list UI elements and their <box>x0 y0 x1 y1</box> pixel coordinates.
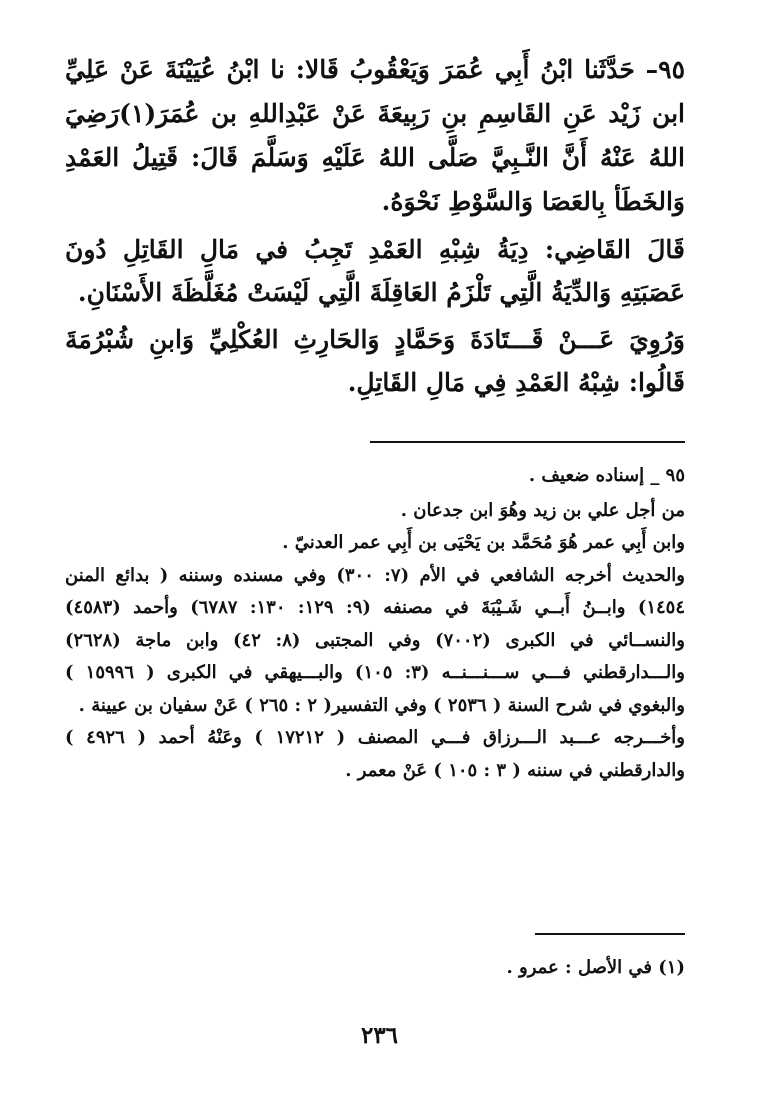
notes-divider <box>370 441 685 443</box>
notes-paragraph: وأخـــرجه عـــبد الـــرزاق فـــي المصنف ( ١٧٢١٢ ) وعَنْهُ أحمد ( ٤٩٢٦ ) والدارقطني في سننه ( ٣ : ١٠٥ ) عَنْ معمر . <box>65 727 685 781</box>
qadi-commentary: قَالَ القَاضِي: دِيَةُ شِبْهِ العَمْدِ تَجِبُ في مَالِ القَاتِلِ دُونَ عَصَبَتِهِ وَالدِّيَةُ الَّتِي تَلْزَمُ العَاقِلَةَ الَّتِي لَيْسَتْ مُغَلَّظَةَ الأَسْنَانِ. <box>65 235 685 307</box>
notes-heading: ٩٥ _ إسناده ضعيف . <box>528 465 685 486</box>
main-text <box>65 48 685 404</box>
notes-paragraph: والحديث أخرجه الشافعي في الأم (٧: ٣٠٠) وفي مسنده وسننه ( بدائع المنن ١٤٥٤) وابــنُ أَبــي شَـيْبَةَ في مصنفه (٩: ١٢٩: ١٣٠: ٦٧٨٧) وأحمد (٤٥٨٣) والنســائي في الكبرى (٧٠٠٢) وفي المجتبى (٨: ٤٢) وابن ماجة (٢٦٢٨) والـــدارقطني فـــي ســـنـــنــه (٣: ١٠٥) والبـــيهقي في الكبرى ( ١٥٩٩٦ ) والبغوي في شرح السنة ( ٢٥٣٦ ) وفي التفسير( ٢ : ٢٦٥ ) عَنْ سفيان بن عيينة . <box>65 564 686 716</box>
riwaya-text: وَرُوِيَ عَـــنْ قَـــتَادَةَ وَحَمَّادٍ وَالحَارِثِ العُكْلِيِّ وَابنِ شُبْرُمَةَ قَالُوا: شِبْهُ العَمْدِ فِي مَالِ القَاتِلِ. <box>65 325 685 397</box>
hadith-text: ٩٥– حَدَّثَنا ابْنُ أَبِي عُمَرَ وَيَعْقُوبُ قَالا: نا ابْنُ عُيَيْنَةَ عَنْ عَلِيِّ ابن زَيْد عَنِ القَاسِمِ بنِ رَبِيعَةَ عَنْ عَبْدِاللهِ بن عُمَرَ(١)رَضِيَ اللهُ عَنْهُ أَنَّ النَّـبِيَّ صَلَّى اللهُ عَلَيْهِ وَسَلَّمَ قَالَ: قَتِيلُ العَمْدِ وَالخَطَأ بِالعَصَا وَالسَّوْطِ نَحْوَهُ. <box>65 55 685 216</box>
notes-line: وابن أَبِي عمر هُوَ مُحَمَّد بن يَحْيَى بن أَبِي عمر العدنيّ . <box>282 532 685 553</box>
page-number: ٢٣٦ <box>360 1022 399 1049</box>
notes-line: من أجل علي بن زيد وهُوَ ابن جدعان . <box>400 499 685 521</box>
footnote-divider <box>535 933 685 935</box>
takhrij-notes <box>65 460 685 787</box>
footnote: (١) في الأصل : عمرو . <box>506 957 685 978</box>
